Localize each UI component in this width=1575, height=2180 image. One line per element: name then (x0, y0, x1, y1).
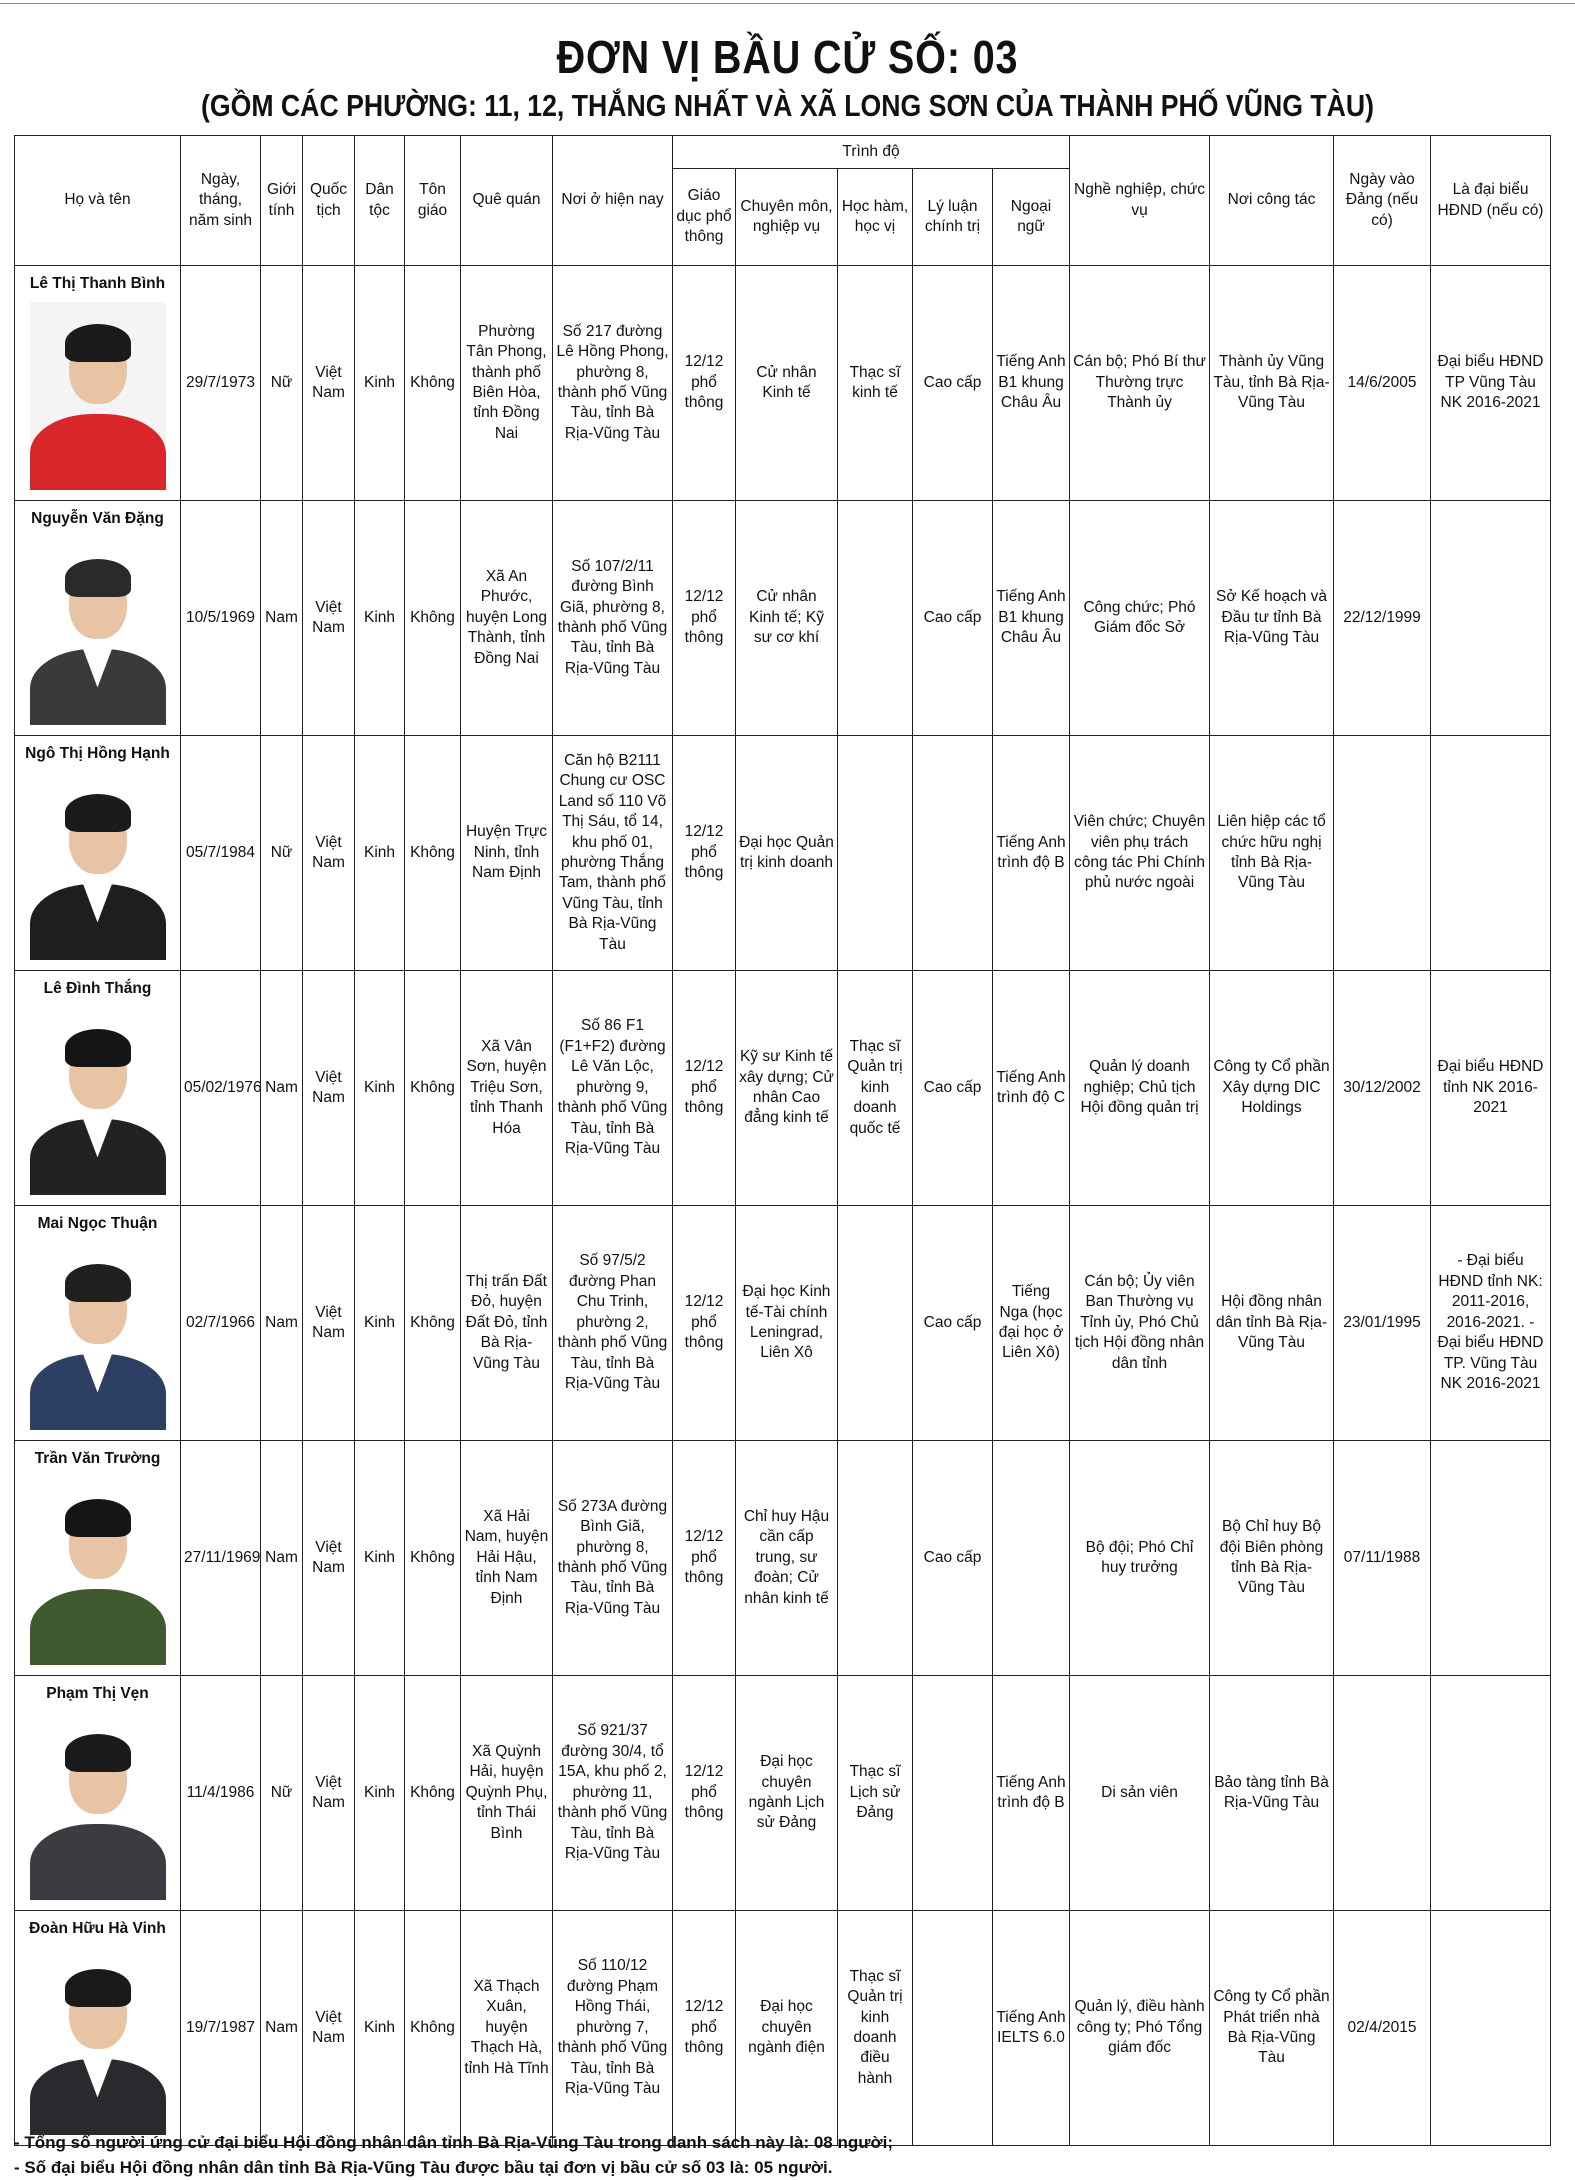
candidate-photo (30, 537, 166, 725)
ethnicity-cell: Kinh (355, 501, 405, 736)
col-header-gender: Giới tính (261, 136, 303, 266)
delegate-cell (1431, 501, 1551, 736)
candidate-photo (30, 1242, 166, 1430)
residence-cell: Số 86 F1 (F1+F2) đường Lê Văn Lộc, phường 9, thành phố Vũng Tàu, tỉnh Bà Rịa-Vũng Tàu (553, 971, 673, 1206)
language-cell: Tiếng Anh trình độ B (993, 736, 1070, 971)
religion-cell: Không (405, 736, 461, 971)
candidate-name: Lê Đình Thắng (43, 980, 152, 997)
ethnicity-cell: Kinh (355, 266, 405, 501)
candidate-name: Trần Văn Trường (34, 1450, 161, 1467)
col-header-hometown: Quê quán (461, 136, 553, 266)
ethnicity-cell: Kinh (355, 971, 405, 1206)
political-cell: Cao cấp (913, 266, 993, 501)
workplace-cell: Bảo tàng tỉnh Bà Rịa-Vũng Tàu (1210, 1676, 1334, 1911)
dob-cell: 27/11/1969 (181, 1441, 261, 1676)
political-cell: Cao cấp (913, 1441, 993, 1676)
delegate-cell (1431, 1676, 1551, 1911)
candidate-name: Lê Thị Thanh Bình (29, 275, 166, 292)
nationality-cell: Việt Nam (303, 1206, 355, 1441)
residence-cell: Số 110/12 đường Phạm Hồng Thái, phường 7, thành phố Vũng Tàu, tỉnh Bà Rịa-Vũng Tàu (553, 1911, 673, 2146)
candidate-name: Đoàn Hữu Hà Vinh (29, 1920, 166, 1937)
col-header-religion: Tôn giáo (405, 136, 461, 266)
col-header-ethnicity: Dân tộc (355, 136, 405, 266)
general-edu-cell: 12/12 phổ thông (673, 1676, 736, 1911)
residence-cell: Số 107/2/11 đường Bình Giã, phường 8, thành phố Vũng Tàu, tỉnh Bà Rịa-Vũng Tàu (553, 501, 673, 736)
hometown-cell: Xã Vân Sơn, huyện Triệu Sơn, tỉnh Thanh Hóa (461, 971, 553, 1206)
political-cell (913, 1676, 993, 1911)
dob-cell: 05/7/1984 (181, 736, 261, 971)
occupation-cell: Viên chức; Chuyên viên phụ trách công tác Phi Chính phủ nước ngoài (1070, 736, 1210, 971)
occupation-cell: Di sản viên (1070, 1676, 1210, 1911)
page-title: ĐƠN VỊ BẦU CỬ SỐ: 03 (556, 31, 1019, 83)
specialty-cell: Cử nhân Kinh tế (736, 266, 838, 501)
col-header-party-date: Ngày vào Đảng (nếu có) (1334, 136, 1431, 266)
gender-cell: Nữ (261, 1676, 303, 1911)
occupation-cell: Quản lý, điều hành công ty; Phó Tổng giám đốc (1070, 1911, 1210, 2146)
hometown-cell: Huyện Trực Ninh, tỉnh Nam Định (461, 736, 553, 971)
candidate-rows (15, 266, 1551, 2146)
gender-cell: Nam (261, 1911, 303, 2146)
col-header-residence: Nơi ở hiện nay (553, 136, 673, 266)
col-header-name: Họ và tên (15, 136, 181, 266)
gender-cell: Nam (261, 971, 303, 1206)
table-row (15, 736, 1551, 971)
residence-cell: Số 97/5/2 đường Phan Chu Trinh, phường 2, thành phố Vũng Tàu, tỉnh Bà Rịa-Vũng Tàu (553, 1206, 673, 1441)
col-header-dob: Ngày, tháng, năm sinh (181, 136, 261, 266)
academic-cell: Thạc sĩ kinh tế (838, 266, 913, 501)
hometown-cell: Thị trấn Đất Đỏ, huyện Đất Đỏ, tỉnh Bà Rịa-Vũng Tàu (461, 1206, 553, 1441)
general-edu-cell: 12/12 phổ thông (673, 266, 736, 501)
specialty-cell: Đại học chuyên ngành điện (736, 1911, 838, 2146)
workplace-cell: Công ty Cổ phần Phát triển nhà Bà Rịa-Vũng Tàu (1210, 1911, 1334, 2146)
party-date-cell: 07/11/1988 (1334, 1441, 1431, 1676)
hometown-cell: Xã Quỳnh Hải, huyện Quỳnh Phụ, tỉnh Thái Bình (461, 1676, 553, 1911)
name-cell (15, 266, 181, 501)
specialty-cell: Đại học Kinh tế-Tài chính Leningrad, Liên Xô (736, 1206, 838, 1441)
occupation-cell: Quản lý doanh nghiệp; Chủ tịch Hội đồng quản trị (1070, 971, 1210, 1206)
language-cell: Tiếng Anh trình độ C (993, 971, 1070, 1206)
name-cell (15, 1911, 181, 2146)
header-row-1 (15, 136, 1551, 169)
general-edu-cell: 12/12 phổ thông (673, 971, 736, 1206)
workplace-cell: Hội đồng nhân dân tỉnh Bà Rịa-Vũng Tàu (1210, 1206, 1334, 1441)
hometown-cell: Xã An Phước, huyện Long Thành, tỉnh Đồng Nai (461, 501, 553, 736)
top-rule (0, 3, 1575, 4)
workplace-cell: Bộ Chỉ huy Bộ đội Biên phòng tỉnh Bà Rịa-Vũng Tàu (1210, 1441, 1334, 1676)
candidate-photo (30, 302, 166, 490)
general-edu-cell: 12/12 phổ thông (673, 1206, 736, 1441)
political-cell (913, 1911, 993, 2146)
party-date-cell: 30/12/2002 (1334, 971, 1431, 1206)
occupation-cell: Công chức; Phó Giám đốc Sở (1070, 501, 1210, 736)
dob-cell: 29/7/1973 (181, 266, 261, 501)
page-subtitle: (GỒM CÁC PHƯỜNG: 11, 12, THẮNG NHẤT VÀ XÃ LONG SƠN CỦA THÀNH PHỐ VŨNG TÀU) (200, 88, 1375, 123)
general-edu-cell: 12/12 phổ thông (673, 1911, 736, 2146)
dob-cell: 19/7/1987 (181, 1911, 261, 2146)
col-header-workplace: Nơi công tác (1210, 136, 1334, 266)
ethnicity-cell: Kinh (355, 1911, 405, 2146)
nationality-cell: Việt Nam (303, 1676, 355, 1911)
table-row (15, 266, 1551, 501)
religion-cell: Không (405, 1911, 461, 2146)
footer-note-total: - Tổng số người ứng cử đại biểu Hội đồng nhân dân tỉnh Bà Rịa-Vũng Tàu trong danh sách này là: 08 người; (14, 2133, 894, 2152)
nationality-cell: Việt Nam (303, 1911, 355, 2146)
political-cell: Cao cấp (913, 971, 993, 1206)
name-cell (15, 971, 181, 1206)
language-cell: Tiếng Anh IELTS 6.0 (993, 1911, 1070, 2146)
col-header-language: Ngoại ngữ (993, 169, 1070, 266)
footer-note-elected: - Số đại biểu Hội đồng nhân dân tỉnh Bà Rịa-Vũng Tàu được bầu tại đơn vị bầu cử số 03 là: 05 người. (14, 2158, 833, 2177)
nationality-cell: Việt Nam (303, 971, 355, 1206)
gender-cell: Nam (261, 1441, 303, 1676)
col-header-occupation: Nghề nghiệp, chức vụ (1070, 136, 1210, 266)
name-cell (15, 1441, 181, 1676)
specialty-cell: Đại học chuyên ngành Lịch sử Đảng (736, 1676, 838, 1911)
dob-cell: 11/4/1986 (181, 1676, 261, 1911)
table-row (15, 1676, 1551, 1911)
hometown-cell: Xã Hải Nam, huyện Hải Hậu, tỉnh Nam Định (461, 1441, 553, 1676)
ethnicity-cell: Kinh (355, 1206, 405, 1441)
ethnicity-cell: Kinh (355, 1676, 405, 1911)
specialty-cell: Kỹ sư Kinh tế xây dựng; Cử nhân Cao đẳng kinh tế (736, 971, 838, 1206)
workplace-cell: Sở Kế hoạch và Đầu tư tỉnh Bà Rịa-Vũng Tàu (1210, 501, 1334, 736)
specialty-cell: Đại học Quản trị kinh doanh (736, 736, 838, 971)
gender-cell: Nữ (261, 266, 303, 501)
language-cell: Tiếng Nga (học đại học ở Liên Xô) (993, 1206, 1070, 1441)
delegate-cell (1431, 736, 1551, 971)
col-header-political: Lý luận chính trị (913, 169, 993, 266)
workplace-cell: Liên hiệp các tổ chức hữu nghị tỉnh Bà Rịa-Vũng Tàu (1210, 736, 1334, 971)
table-row (15, 1441, 1551, 1676)
delegate-cell: Đại biểu HĐND tỉnh NK 2016-2021 (1431, 971, 1551, 1206)
language-cell: Tiếng Anh B1 khung Châu Âu (993, 501, 1070, 736)
nationality-cell: Việt Nam (303, 736, 355, 971)
language-cell: Tiếng Anh B1 khung Châu Âu (993, 266, 1070, 501)
gender-cell: Nam (261, 1206, 303, 1441)
academic-cell (838, 1206, 913, 1441)
specialty-cell: Chỉ huy Hậu cần cấp trung, sư đoàn; Cử nhân kinh tế (736, 1441, 838, 1676)
name-cell (15, 1676, 181, 1911)
religion-cell: Không (405, 1441, 461, 1676)
political-cell: Cao cấp (913, 1206, 993, 1441)
dob-cell: 05/02/1976 (181, 971, 261, 1206)
col-header-education-group: Trình độ (673, 136, 1070, 169)
religion-cell: Không (405, 971, 461, 1206)
party-date-cell: 02/4/2015 (1334, 1911, 1431, 2146)
candidate-photo (30, 772, 166, 960)
name-cell (15, 1206, 181, 1441)
residence-cell: Số 921/37 đường 30/4, tổ 15A, khu phố 2, phường 11, thành phố Vũng Tàu, tỉnh Bà Rịa-Vũng Tàu (553, 1676, 673, 1911)
candidate-name: Phạm Thị Vẹn (46, 1685, 149, 1702)
ethnicity-cell: Kinh (355, 1441, 405, 1676)
delegate-cell (1431, 1911, 1551, 2146)
col-header-general-edu: Giáo dục phổ thông (673, 169, 736, 266)
academic-cell (838, 501, 913, 736)
party-date-cell: 22/12/1999 (1334, 501, 1431, 736)
candidate-name: Mai Ngọc Thuận (37, 1215, 158, 1232)
occupation-cell: Cán bộ; Ủy viên Ban Thường vụ Tỉnh ủy, Phó Chủ tịch Hội đồng nhân dân tỉnh (1070, 1206, 1210, 1441)
academic-cell: Thạc sĩ Quản trị kinh doanh điều hành (838, 1911, 913, 2146)
name-cell (15, 501, 181, 736)
table-row (15, 971, 1551, 1206)
political-cell: Cao cấp (913, 501, 993, 736)
general-edu-cell: 12/12 phổ thông (673, 1441, 736, 1676)
religion-cell: Không (405, 266, 461, 501)
dob-cell: 02/7/1966 (181, 1206, 261, 1441)
table-row (15, 1911, 1551, 2146)
gender-cell: Nữ (261, 736, 303, 971)
hometown-cell: Phường Tân Phong, thành phố Biên Hòa, tỉnh Đồng Nai (461, 266, 553, 501)
workplace-cell: Thành ủy Vũng Tàu, tỉnh Bà Rịa-Vũng Tàu (1210, 266, 1334, 501)
col-header-academic: Học hàm, học vị (838, 169, 913, 266)
workplace-cell: Công ty Cổ phần Xây dựng DIC Holdings (1210, 971, 1334, 1206)
delegate-cell: Đại biểu HĐND TP Vũng Tàu NK 2016-2021 (1431, 266, 1551, 501)
col-header-delegate: Là đại biểu HĐND (nếu có) (1431, 136, 1551, 266)
delegate-cell (1431, 1441, 1551, 1676)
candidate-name: Ngô Thị Hồng Hạnh (25, 745, 170, 762)
candidate-photo (30, 1712, 166, 1900)
candidate-name: Nguyễn Văn Đặng (31, 510, 164, 527)
candidate-photo (30, 1007, 166, 1195)
candidate-photo (30, 1947, 166, 2135)
nationality-cell: Việt Nam (303, 501, 355, 736)
party-date-cell: 23/01/1995 (1334, 1206, 1431, 1441)
general-edu-cell: 12/12 phổ thông (673, 736, 736, 971)
academic-cell (838, 1441, 913, 1676)
occupation-cell: Cán bộ; Phó Bí thư Thường trực Thành ủy (1070, 266, 1210, 501)
political-cell (913, 736, 993, 971)
academic-cell (838, 736, 913, 971)
candidate-table (14, 135, 1551, 2146)
table-row (15, 501, 1551, 736)
religion-cell: Không (405, 1676, 461, 1911)
language-cell (993, 1441, 1070, 1676)
residence-cell: Số 273A đường Bình Giã, phường 8, thành phố Vũng Tàu, tỉnh Bà Rịa-Vũng Tàu (553, 1441, 673, 1676)
col-header-nationality: Quốc tịch (303, 136, 355, 266)
religion-cell: Không (405, 501, 461, 736)
delegate-cell: - Đại biểu HĐND tỉnh NK: 2011-2016, 2016-2021. - Đại biểu HĐND TP. Vũng Tàu NK 2016-2021 (1431, 1206, 1551, 1441)
gender-cell: Nam (261, 501, 303, 736)
table-row (15, 1206, 1551, 1441)
party-date-cell (1334, 736, 1431, 971)
academic-cell: Thạc sĩ Quản trị kinh doanh quốc tế (838, 971, 913, 1206)
language-cell: Tiếng Anh trình độ B (993, 1676, 1070, 1911)
col-header-specialty: Chuyên môn, nghiệp vụ (736, 169, 838, 266)
party-date-cell: 14/6/2005 (1334, 266, 1431, 501)
general-edu-cell: 12/12 phổ thông (673, 501, 736, 736)
ethnicity-cell: Kinh (355, 736, 405, 971)
specialty-cell: Cử nhân Kinh tế; Kỹ sư cơ khí (736, 501, 838, 736)
nationality-cell: Việt Nam (303, 1441, 355, 1676)
residence-cell: Căn hộ B2111 Chung cư OSC Land số 110 Võ Thị Sáu, tổ 14, khu phố 01, phường Thắng Tam, thành phố Vũng Tàu, tỉnh Bà Rịa-Vũng Tàu (553, 736, 673, 971)
candidate-photo (30, 1477, 166, 1665)
religion-cell: Không (405, 1206, 461, 1441)
party-date-cell (1334, 1676, 1431, 1911)
residence-cell: Số 217 đường Lê Hồng Phong, phường 8, thành phố Vũng Tàu, tỉnh Bà Rịa-Vũng Tàu (553, 266, 673, 501)
academic-cell: Thạc sĩ Lịch sử Đảng (838, 1676, 913, 1911)
nationality-cell: Việt Nam (303, 266, 355, 501)
occupation-cell: Bộ đội; Phó Chỉ huy trưởng (1070, 1441, 1210, 1676)
dob-cell: 10/5/1969 (181, 501, 261, 736)
hometown-cell: Xã Thạch Xuân, huyện Thạch Hà, tỉnh Hà Tĩnh (461, 1911, 553, 2146)
name-cell (15, 736, 181, 971)
